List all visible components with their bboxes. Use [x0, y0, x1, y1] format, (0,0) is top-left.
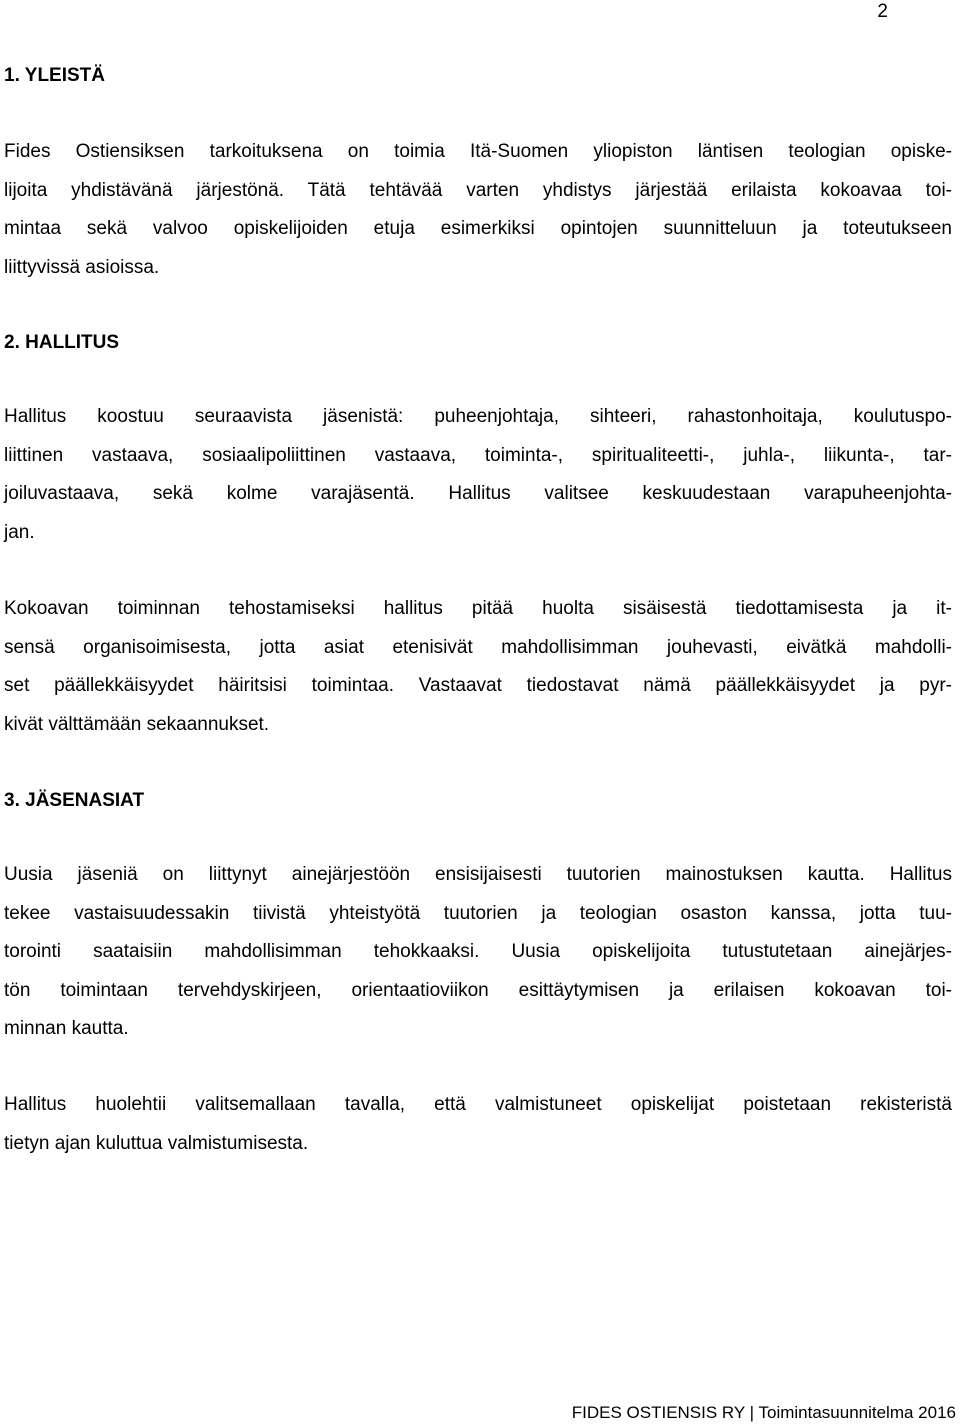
text-line: Uusia jäseniä on liittynyt ainejärjestöön ensisijaisesti tuutorien mainostuksen kautta. Hallitus [4, 864, 952, 885]
text-line: set päällekkäisyydet häiritsisi toimintaa. Vastaavat tiedostavat nämä päällekkäisyydet ja pyr- [4, 675, 952, 696]
text-line: sensä organisoimisesta, jotta asiat etenisivät mahdollisimman jouhevasti, eivätkä mahdolli- [4, 636, 952, 658]
text-line: liittinen vastaava, sosiaalipoliittinen vastaava, toiminta-, spiritualiteetti-, juhla-, liikunta-, tar- [4, 444, 952, 466]
text-line: jan. [4, 521, 35, 543]
text-line: joiluvastaava, sekä kolme varajäsentä. Hallitus valitsee keskuudestaan varapuheenjohta- [4, 483, 952, 504]
section-heading-hallitus: 2. HALLITUS [4, 332, 120, 353]
text-line: tekee vastaisuudessakin tiivistä yhteistyötä tuutorien ja teologian osaston kanssa, jotta tuu- [4, 902, 952, 924]
paragraph-yleista [4, 133, 952, 287]
text-line: mintaa sekä valvoo opiskelijoiden etuja esimerkiksi opintojen suunnitteluun ja toteutukseen [4, 218, 952, 239]
section-heading-yleista: 1. YLEISTÄ [4, 65, 106, 86]
text-line: Kokoavan toiminnan tehostamiseksi hallitus pitää huolta sisäisestä tiedottamisesta ja it- [4, 598, 952, 619]
paragraph-jasenasiat-rekisteri [4, 1086, 952, 1163]
text-line: lijoita yhdistävänä järjestönä. Tätä tehtävää varten yhdistys järjestää erilaista kokoavaa toi- [4, 179, 952, 201]
text-line: tietyn ajan kuluttua valmistumisesta. [4, 1132, 309, 1154]
page-footer: FIDES OSTIENSIS RY | Toimintasuunnitelma 2016 [571, 1403, 956, 1422]
text-line: torointi saataisiin mahdollisimman tehokkaaksi. Uusia opiskelijoita tutustutetaan ainejärjes- [4, 941, 952, 962]
text-line: minnan kautta. [4, 1018, 129, 1039]
text-line: Hallitus koostuu seuraavista jäsenistä: puheenjohtaja, sihteeri, rahastonhoitaja, koulutuspo- [4, 406, 952, 427]
page-number: 2 [877, 1, 888, 22]
paragraph-hallitus-kokoonpano [4, 398, 952, 552]
text-line: liittyvissä asioissa. [4, 256, 160, 278]
text-line: Hallitus huolehtii valitsemallaan tavalla, että valmistuneet opiskelijat poistetaan rekisteristä [4, 1094, 952, 1115]
paragraph-hallitus-tiedottaminen [4, 590, 952, 744]
text-line: Fides Ostiensiksen tarkoituksena on toimia Itä-Suomen yliopiston läntisen teologian opiske- [4, 141, 952, 162]
section-heading-jasenasiat: 3. JÄSENASIAT [4, 790, 145, 811]
text-line: kivät välttämään sekaannukset. [4, 713, 270, 735]
text-line: tön toimintaan tervehdyskirjeen, orientaatioviikon esittäytymisen ja erilaisen kokoavan toi- [4, 979, 952, 1001]
paragraph-jasenasiat-uudet-jasenet [4, 856, 952, 1049]
